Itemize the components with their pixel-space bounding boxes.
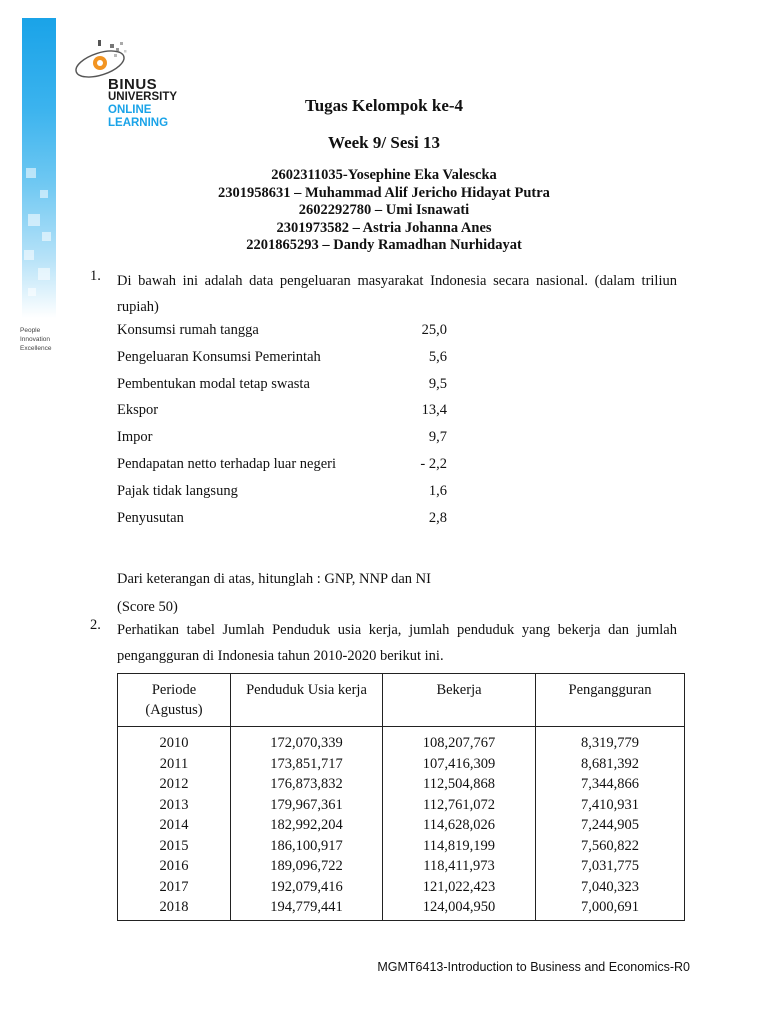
expenditure-list <box>117 322 447 536</box>
question-number: 1. <box>90 268 101 284</box>
table-cell: 8,681,392 <box>536 754 685 775</box>
table-cell: 2017 <box>118 877 231 898</box>
table-cell: 2011 <box>118 754 231 775</box>
table-cell: 108,207,767 <box>383 727 536 754</box>
table-cell: 112,504,868 <box>383 774 536 795</box>
item-label: Ekspor <box>117 402 159 419</box>
list-item <box>117 429 447 456</box>
logo-online: ONLINE <box>108 104 152 116</box>
list-item <box>117 402 447 429</box>
table-cell: 107,416,309 <box>383 754 536 775</box>
author-line: 2602292780 – Umi Isnawati <box>298 202 470 218</box>
document-subtitle: Week 9/ Sesi 13 <box>328 133 440 152</box>
author-line: 2301958631 – Muhammad Alif Jericho Hidayat Putra <box>218 184 550 201</box>
table-cell: 7,040,323 <box>536 877 685 898</box>
list-item <box>117 510 447 537</box>
table-cell: 7,344,866 <box>536 774 685 795</box>
item-label: Konsumsi rumah tangga <box>117 322 259 338</box>
column-header-penduduk: Penduduk Usia kerja <box>231 674 383 727</box>
header-line: (Agustus) <box>145 702 203 718</box>
item-value: 25,0 <box>421 322 447 338</box>
logo-learning: LEARNING <box>108 117 169 129</box>
tagline-line: Excellence <box>20 345 52 352</box>
item-label: Penyusutan <box>117 509 184 526</box>
table-cell: 114,628,026 <box>383 815 536 836</box>
tagline-line: Innovation <box>20 336 50 343</box>
item-value: - 2,2 <box>420 455 447 472</box>
item-value: 9,5 <box>428 375 447 392</box>
question-text: Perhatikan tabel Jumlah Penduduk usia kerja, jumlah penduduk yang bekerja dan jumlah pengangguran di Indonesia tahun 2010-2020 berikut ini. <box>117 622 677 664</box>
table-cell: 192,079,416 <box>231 877 383 898</box>
column-header-bekerja: Bekerja <box>383 674 536 727</box>
table-row <box>118 727 685 754</box>
logo-university: UNIVERSITY <box>108 91 178 103</box>
course-footer: MGMT6413-Introduction to Business and Economics-R0 <box>377 960 690 974</box>
document-title: Tugas Kelompok ke-4 <box>304 96 464 115</box>
table-cell: 2012 <box>118 774 231 795</box>
tagline-line: People <box>20 327 41 334</box>
table-cell: 173,851,717 <box>231 754 383 775</box>
tagline <box>20 326 51 353</box>
table-row <box>118 754 685 775</box>
table-cell: 7,560,822 <box>536 836 685 857</box>
table-cell: 124,004,950 <box>383 897 536 920</box>
table-cell: 7,031,775 <box>536 856 685 877</box>
table-row <box>118 836 685 857</box>
table-cell: 2010 <box>118 727 231 754</box>
author-line: 2201865293 – Dandy Ramadhan Nurhidayat <box>246 237 522 253</box>
logo-brand: BINUS <box>108 76 158 93</box>
table-cell: 2018 <box>118 897 231 920</box>
table-cell: 112,761,072 <box>383 795 536 816</box>
table-row <box>118 815 685 836</box>
table-cell: 8,319,779 <box>536 727 685 754</box>
table-cell: 7,410,931 <box>536 795 685 816</box>
table-header-row <box>118 674 685 727</box>
question-1-instruction <box>117 565 431 621</box>
header-line: Periode <box>151 682 197 698</box>
table-cell: 194,779,441 <box>231 897 383 920</box>
table-cell: 186,100,917 <box>231 836 383 857</box>
list-item <box>117 322 447 349</box>
author-line: 2301973582 – Astria Johanna Anes <box>276 219 492 236</box>
table-cell: 2016 <box>118 856 231 877</box>
table-cell: 118,411,973 <box>383 856 536 877</box>
table-cell: 176,873,832 <box>231 774 383 795</box>
list-item <box>117 376 447 403</box>
item-label: Impor <box>117 429 153 446</box>
list-item <box>117 349 447 376</box>
item-label: Pembentukan modal tetap swasta <box>117 375 310 392</box>
table-row <box>118 877 685 898</box>
item-value: 1,6 <box>428 482 447 499</box>
table-cell: 2013 <box>118 795 231 816</box>
table-cell: 121,022,423 <box>383 877 536 898</box>
employment-table <box>117 673 685 921</box>
column-header-pengangguran: Pengangguran <box>536 674 685 727</box>
table-cell: 179,967,361 <box>231 795 383 816</box>
question-text: Di bawah ini adalah data pengeluaran masyarakat Indonesia secara nasional. (dalam triliun rupiah) <box>117 273 677 315</box>
table-cell: 2015 <box>118 836 231 857</box>
item-value: 5,6 <box>428 348 447 365</box>
list-item <box>117 483 447 510</box>
table-cell: 7,000,691 <box>536 897 685 920</box>
score-text: (Score 50) <box>117 599 178 615</box>
item-label: Pengeluaran Konsumsi Pemerintah <box>117 348 321 365</box>
table-cell: 2014 <box>118 815 231 836</box>
instruction-text: Dari keterangan di atas, hitunglah : GNP, NNP dan NI <box>117 571 431 587</box>
item-value: 13,4 <box>421 402 447 419</box>
column-header-periode <box>118 674 231 727</box>
table-cell: 114,819,199 <box>383 836 536 857</box>
table-cell: 7,244,905 <box>536 815 685 836</box>
author-list <box>0 167 768 255</box>
list-item <box>117 456 447 483</box>
question-number: 2. <box>90 617 101 633</box>
table-row <box>118 795 685 816</box>
table-row <box>118 897 685 920</box>
table-cell: 172,070,339 <box>231 727 383 754</box>
item-value: 9,7 <box>428 429 447 446</box>
author-line: 2602311035-Yosephine Eka Valescka <box>271 167 497 183</box>
table-row <box>118 856 685 877</box>
table-row <box>118 774 685 795</box>
item-value: 2,8 <box>428 509 447 526</box>
table-cell: 189,096,722 <box>231 856 383 877</box>
table-cell: 182,992,204 <box>231 815 383 836</box>
item-label: Pajak tidak langsung <box>117 482 238 499</box>
item-label: Pendapatan netto terhadap luar negeri <box>117 455 337 472</box>
table-body <box>118 727 685 921</box>
